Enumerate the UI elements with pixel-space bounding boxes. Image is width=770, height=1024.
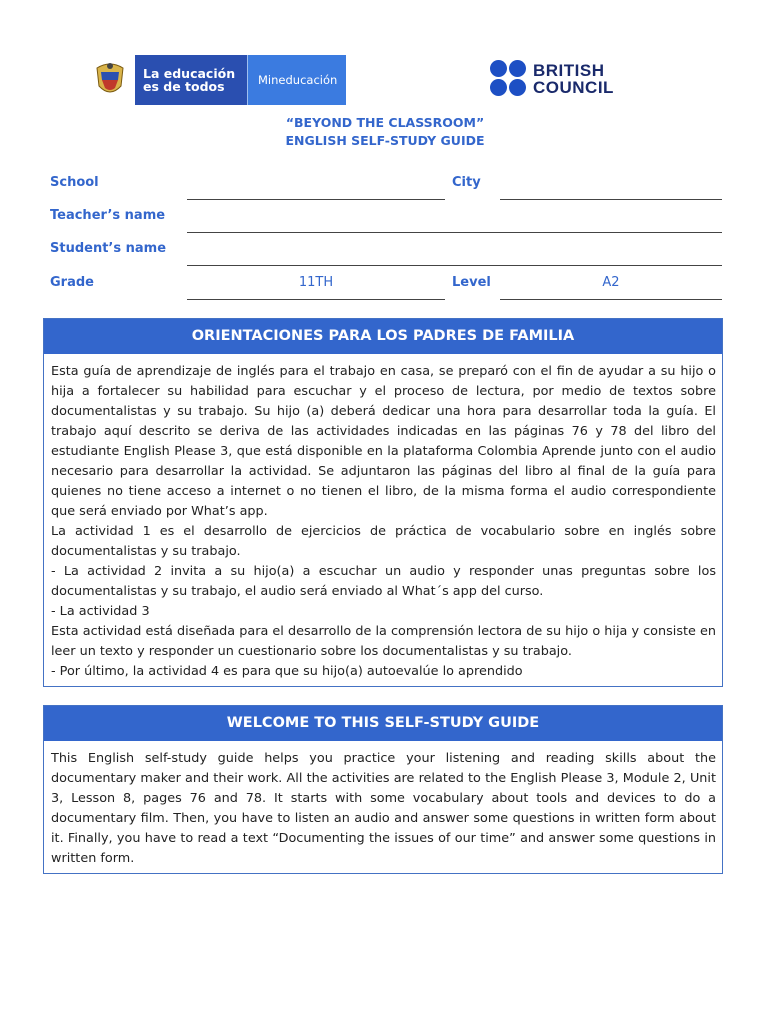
city-label: City	[452, 175, 481, 190]
guidance-paragraph: - Por último, la actividad 4 es para que su hijo(a) autoevalúe lo aprendido	[51, 664, 523, 679]
teacher-name-field[interactable]	[187, 232, 722, 233]
guidance-paragraph: La actividad 1 es el desarrollo de ejercicios de práctica de vocabulario sobre en inglés sobre documentalistas y su trabajo.	[51, 524, 716, 559]
school-field[interactable]	[187, 199, 445, 200]
bc-line2: COUNCIL	[533, 78, 614, 97]
welcome-box	[43, 705, 723, 874]
mineducacion-logo	[85, 55, 346, 105]
teacher-name-label: Teacher’s name	[50, 208, 166, 223]
education-tagline	[135, 55, 247, 105]
grade-label: Grade	[50, 275, 94, 290]
school-label: School	[50, 175, 99, 190]
logo-left-line1: La educación	[143, 66, 236, 81]
student-name-field[interactable]	[187, 265, 722, 266]
british-council-logo	[490, 59, 630, 99]
city-field[interactable]	[500, 199, 722, 200]
welcome-heading: WELCOME TO THIS SELF-STUDY GUIDE	[44, 706, 722, 741]
parents-guidance-body	[44, 354, 722, 688]
level-value: A2	[602, 275, 620, 290]
guidance-paragraph: - La actividad 2 invita a su hijo(a) a escuchar un audio y responder unas preguntas sobre los documentalistas y su trabajo, el audio será enviado al What´s app del curso.	[51, 564, 716, 599]
bc-line1: BRITISH	[533, 61, 605, 80]
british-council-wordmark	[533, 62, 614, 96]
guidance-paragraph: Esta actividad está diseñada para el desarrollo de la comprensión lectora de su hijo o hija y consiste en leer un texto y responder un cuestionario sobre los documentalistas y su trabajo.	[51, 624, 716, 659]
coat-of-arms-icon	[85, 55, 135, 105]
student-name-label: Student’s name	[50, 241, 167, 256]
logo-left-line2: es de todos	[143, 79, 225, 94]
welcome-body	[44, 741, 722, 875]
welcome-paragraph: This English self-study guide helps you practice your listening and reading skills about the documentary maker and their work. All the activities are related to the English Please 3, Module 2, Unit 3, Lesson 8, pages 76 and 78. It starts with some vocabulary about tools and devices to do a documentary film. Then, you have to listen an audio and answer some questions in written form about it. Finally, you have to read a text “Documenting the issues of our time” and answer some questions in written form.	[51, 751, 716, 866]
mineducacion-label: Mineducación	[247, 55, 346, 105]
parents-guidance-box	[43, 318, 723, 687]
guidance-paragraph: - La actividad 3	[51, 604, 150, 619]
british-council-dots-icon	[490, 60, 528, 98]
level-field[interactable]	[500, 299, 722, 300]
guide-title	[0, 114, 770, 150]
title-line2: ENGLISH SELF-STUDY GUIDE	[285, 133, 485, 148]
parents-guidance-heading: ORIENTACIONES PARA LOS PADRES DE FAMILIA	[44, 319, 722, 354]
title-line1: “BEYOND THE CLASSROOM”	[285, 115, 485, 130]
guidance-paragraph: Esta guía de aprendizaje de inglés para el trabajo en casa, se preparó con el fin de ayudar a su hijo o hija a fortalecer su habilidad para escuchar y el proceso de lectura, por medio de textos sobre documentalistas y su trabajo. Su hijo (a) deberá dedicar una hora para desarrollar toda la guía. El trabajo aquí descrito se deriva de las actividades indicadas en las páginas 76 y 78 del libro del estudiante English Please 3, que está disponible en la plataforma Colombia Aprende junto con el audio necesario para desarrollar la actividad. Se adjuntaron las páginas del libro al final de la guía para quienes no tiene acceso a internet o no tienen el libro, de la misma forma el audio correspondiente que será enviado por What’s app.	[51, 364, 716, 519]
grade-value: 11TH	[298, 275, 334, 290]
grade-field[interactable]	[187, 299, 445, 300]
level-label: Level	[452, 275, 491, 290]
